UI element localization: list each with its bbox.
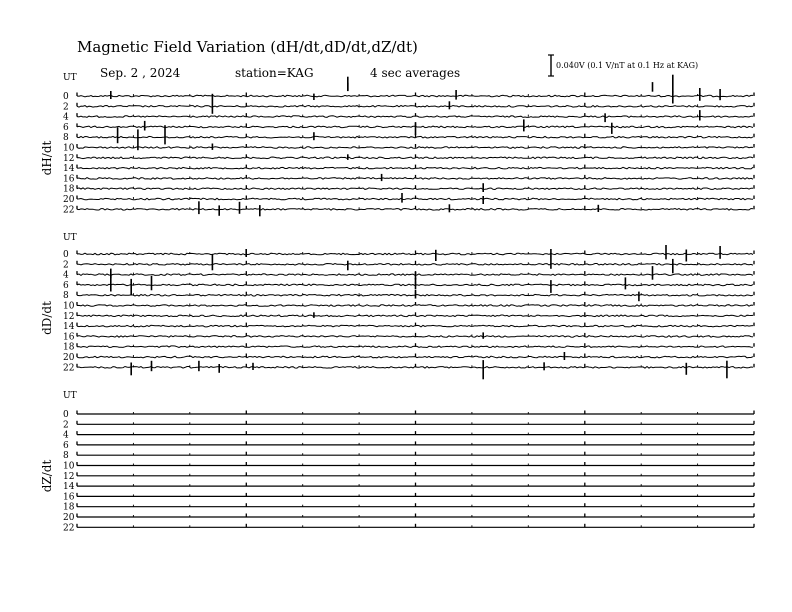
hour-tick-label: 6 (63, 440, 69, 451)
hour-tick-label: 4 (63, 270, 69, 281)
hour-tick-label: 18 (63, 502, 75, 513)
component-label: dH/dt (40, 140, 54, 176)
panel-dh-dt (40, 73, 754, 216)
panels (40, 39, 792, 533)
hour-tick-label: 14 (63, 164, 75, 175)
hour-tick-label: 4 (63, 430, 69, 441)
panel-dd-dt (40, 233, 754, 379)
hour-tick-label: 10 (63, 143, 75, 154)
hour-tick-label: 14 (63, 322, 75, 333)
scale-bar (548, 55, 554, 76)
hour-tick-label: 10 (63, 461, 75, 472)
hour-tick-label: 18 (63, 342, 75, 353)
hour-tick-label: 16 (63, 332, 75, 343)
panel-dz-dt (40, 391, 754, 533)
ut-axis-label: UT (63, 391, 77, 401)
averaging-label: 4 sec averages (370, 66, 461, 80)
hour-tick-label: 20 (63, 353, 75, 363)
component-label: dZ/dt (40, 459, 54, 493)
hour-tick-label: 4 (63, 112, 69, 123)
hour-tick-label: 10 (63, 301, 75, 312)
chart-title: Magnetic Field Variation (dH/dt,dD/dt,dZ/dt) (77, 38, 418, 56)
hour-tick-label: 12 (63, 471, 75, 482)
hour-tick-label: 8 (63, 291, 69, 302)
component-label: dD/dt (40, 301, 54, 335)
hour-tick-label: 16 (63, 492, 75, 503)
hour-tick-label: 8 (63, 133, 69, 144)
hour-tick-label: 6 (63, 122, 69, 133)
hour-tick-label: 18 (63, 184, 75, 195)
ut-axis-label: UT (63, 73, 77, 83)
hour-tick-label: 12 (63, 153, 75, 164)
station-label: station=KAG (235, 66, 314, 80)
hour-tick-label: 20 (63, 513, 75, 523)
hour-tick-label: 0 (63, 92, 69, 102)
scale-label: 0.040V (0.1 V/nT at 0.1 Hz at KAG) (556, 61, 699, 70)
hour-tick-label: 12 (63, 311, 75, 322)
hour-tick-label: 0 (63, 410, 69, 420)
hour-tick-label: 22 (63, 363, 75, 374)
ut-axis-label: UT (63, 233, 77, 243)
hour-tick-label: 6 (63, 280, 69, 291)
hour-tick-label: 22 (63, 523, 75, 534)
hour-tick-label: 20 (63, 195, 75, 205)
hour-tick-label: 8 (63, 451, 69, 462)
hour-tick-label: 0 (63, 250, 69, 260)
hour-tick-label: 22 (63, 205, 75, 216)
hour-tick-label: 2 (63, 102, 69, 113)
hour-tick-label: 2 (63, 420, 69, 431)
hour-tick-label: 2 (63, 260, 69, 271)
hour-tick-label: 16 (63, 174, 75, 185)
hour-tick-label: 14 (63, 482, 75, 493)
date-label: Sep. 2 , 2024 (100, 66, 181, 80)
